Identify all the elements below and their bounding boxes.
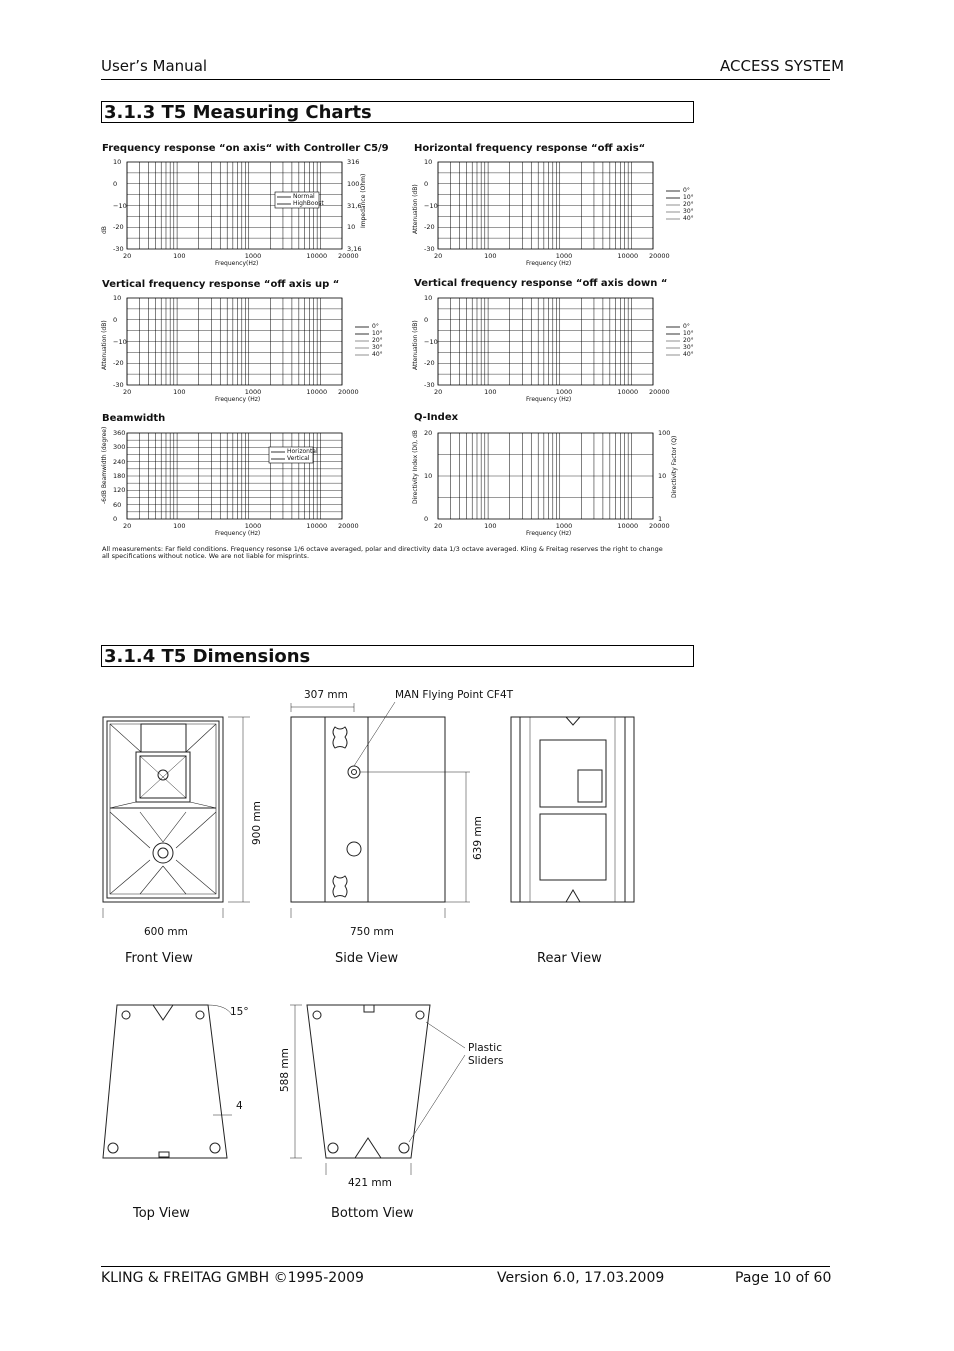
legend-entry: 20° [683,201,694,208]
x-tick-label: 10000 [306,252,328,260]
y-axis-label: -6dB Beamwidth (degree) [101,426,108,504]
chart-title-on-axis: Frequency response “on axis“ with Controller C5/9 [102,143,389,154]
y-tick-label: -20 [424,223,435,232]
legend-entry: 40° [683,351,694,358]
footer-version: Version 6.0, 17.03.2009 [497,1270,665,1286]
dim-588: 588 mm [279,1048,291,1092]
flying-point-label: MAN Flying Point CF4T [395,689,514,701]
y-tick-label: 0 [113,315,118,324]
y-tick-label: 20 [424,429,433,437]
legend-entry: 20° [372,337,383,344]
y-axis-label: dB [101,225,108,234]
y2-tick-label: 100 [658,429,671,437]
bottom-view-drawing [290,1005,465,1175]
x-tick-label: 100 [484,252,497,260]
x-tick-label: 100 [484,522,497,530]
y2-tick-label: 3,16 [347,245,362,253]
dim-750: 750 mm [350,926,394,938]
legend-entry: 20° [683,337,694,344]
legend-entry: 30° [683,208,694,215]
chart-title-q-index: Q-Index [414,412,459,423]
front-view-drawing [103,717,250,918]
y2-axis-label: Directivity Factor (Q) [671,435,678,498]
dim-900: 900 mm [251,801,263,845]
header-manual-title: User’s Manual [101,57,208,75]
x-tick-label: 20000 [338,388,359,396]
x-tick-label: 20 [434,252,443,260]
y-tick-label: 180 [113,472,126,480]
x-tick-label: 1000 [244,388,262,396]
x-tick-label: 20000 [649,522,670,530]
y-tick-label: 360 [113,429,126,437]
x-tick-label: 10000 [306,522,328,530]
x-tick-label: 100 [173,388,186,396]
y-tick-label: -20 [424,359,435,368]
y-axis-label: Attenuation (dB) [101,319,108,370]
dim-307: 307 mm [304,689,348,701]
legend-entry: Vertical [287,455,310,462]
dim-600: 600 mm [144,926,188,938]
x-tick-label: 20000 [649,388,670,396]
x-tick-label: 10000 [617,388,639,396]
y-tick-label: −10 [424,337,438,346]
plastic-label: Plastic [468,1042,502,1054]
bottom-view-caption: Bottom View [331,1206,414,1221]
x-axis-label: Frequency (Hz) [526,260,572,267]
x-tick-label: 20 [434,388,443,396]
measurement-note: All measurements: Far field conditions. Frequency resonse 1/6 octave averaged, polar and directivity data 1/3 octave averaged. Kling & Freitag reserves the right to change all specifications without notice. We are not liable for misprints. [102,545,663,560]
x-tick-label: 20000 [338,252,359,260]
y-tick-label: -20 [113,223,124,232]
legend-entry: 30° [683,344,694,351]
y2-tick-label: 10 [347,223,356,232]
y2-tick-label: 100 [347,179,360,188]
x-tick-label: 20 [123,388,132,396]
y-tick-label: -30 [424,245,435,253]
footer-rule [101,1266,830,1267]
angle-15: 15° [230,1006,249,1018]
legend-entry: HighBoost [293,200,324,207]
y-tick-label: 10 [424,158,433,166]
x-tick-label: 20000 [338,522,359,530]
top-view-drawing [103,1005,232,1158]
side-view-drawing [291,702,470,918]
chart-title-horizontal: Horizontal frequency response “off axis“ [414,143,646,154]
x-tick-label: 10000 [617,252,639,260]
y-tick-label: 0 [424,315,429,324]
x-axis-label: Frequency (Hz) [215,396,261,403]
dim-421: 421 mm [348,1177,392,1189]
y-tick-label: -30 [113,245,124,253]
x-tick-label: 1000 [555,388,573,396]
y-tick-label: 0 [113,515,118,523]
y-tick-label: 10 [424,472,433,480]
header-system-name: ACCESS SYSTEM [720,57,845,75]
y-tick-label: −10 [424,201,438,210]
x-tick-label: 1000 [555,252,573,260]
y2-tick-label: 31,6 [347,201,362,210]
y-tick-label: 10 [113,158,122,166]
front-view-caption: Front View [125,951,193,966]
dim-639: 639 mm [472,816,484,860]
rear-view-drawing [511,717,634,902]
x-axis-label: Frequency (Hz) [526,396,572,403]
x-tick-label: 20000 [649,252,670,260]
y-tick-label: 10 [424,294,433,302]
legend-entry: 40° [372,351,383,358]
x-axis-label: Frequency (Hz) [215,530,261,537]
x-tick-label: 1000 [555,522,573,530]
y2-tick-label: 10 [658,472,667,480]
y-tick-label: 0 [424,179,429,188]
legend-entry: 10° [683,330,694,337]
y2-tick-label: 316 [347,158,360,166]
legend-entry: Horizontal [287,448,318,455]
section-measuring-charts-title: 3.1.3 T5 Measuring Charts [101,101,694,123]
x-tick-label: 10000 [306,388,328,396]
legend-entry: 40° [683,215,694,222]
legend-entry: 0° [683,323,690,330]
footer-company: KLING & FREITAG GMBH ©1995-2009 [101,1270,364,1286]
y-tick-label: −10 [113,337,127,346]
x-tick-label: 20 [123,522,132,530]
y-tick-label: 0 [424,515,429,523]
x-axis-label: Frequency(Hz) [215,260,259,267]
y-axis-label: Attenuation (dB) [412,183,419,234]
y-tick-label: 300 [113,443,126,452]
sliders-label: Sliders [468,1055,504,1067]
x-axis-label: Frequency (Hz) [526,530,572,537]
y-tick-label: 120 [113,486,126,495]
footer-page: Page 10 of 60 [735,1270,832,1286]
rear-view-caption: Rear View [537,951,602,966]
legend-entry: 0° [683,187,690,194]
x-tick-label: 20 [123,252,132,260]
legend-entry: 0° [372,323,379,330]
y2-axis-label: Impedance (Ohm) [360,173,367,228]
legend-entry: 30° [372,344,383,351]
y-tick-label: 60 [113,500,122,509]
y-tick-label: -20 [113,359,124,368]
y-tick-label: −10 [113,201,127,210]
y-tick-label: 0 [113,179,118,188]
chart-title-vertical-up: Vertical frequency response “off axis up “ [102,279,340,290]
chart-title-beamwidth: Beamwidth [102,413,166,424]
top-view-caption: Top View [133,1206,190,1221]
x-tick-label: 100 [173,522,186,530]
side-view-caption: Side View [335,951,399,966]
legend-entry: 10° [683,194,694,201]
x-tick-label: 100 [173,252,186,260]
x-tick-label: 1000 [244,252,262,260]
x-tick-label: 100 [484,388,497,396]
y2-tick-label: 1 [658,515,663,523]
y-axis-label: Attenuation (dB) [412,319,419,370]
y-tick-label: -30 [424,381,435,389]
x-tick-label: 20 [434,522,443,530]
y-tick-label: 240 [113,457,126,466]
x-tick-label: 1000 [244,522,262,530]
y-axis-label: Directivity Index (DI), dB [412,430,419,504]
legend-entry: Normal [293,193,315,200]
y-tick-label: -30 [113,381,124,389]
x-tick-label: 10000 [617,522,639,530]
dim-4: 4 [236,1100,243,1112]
section-dimensions-title: 3.1.4 T5 Dimensions [101,645,694,667]
legend-entry: 10° [372,330,383,337]
y-tick-label: 10 [113,294,122,302]
chart-title-vertical-down: Vertical frequency response “off axis down “ [414,278,668,289]
